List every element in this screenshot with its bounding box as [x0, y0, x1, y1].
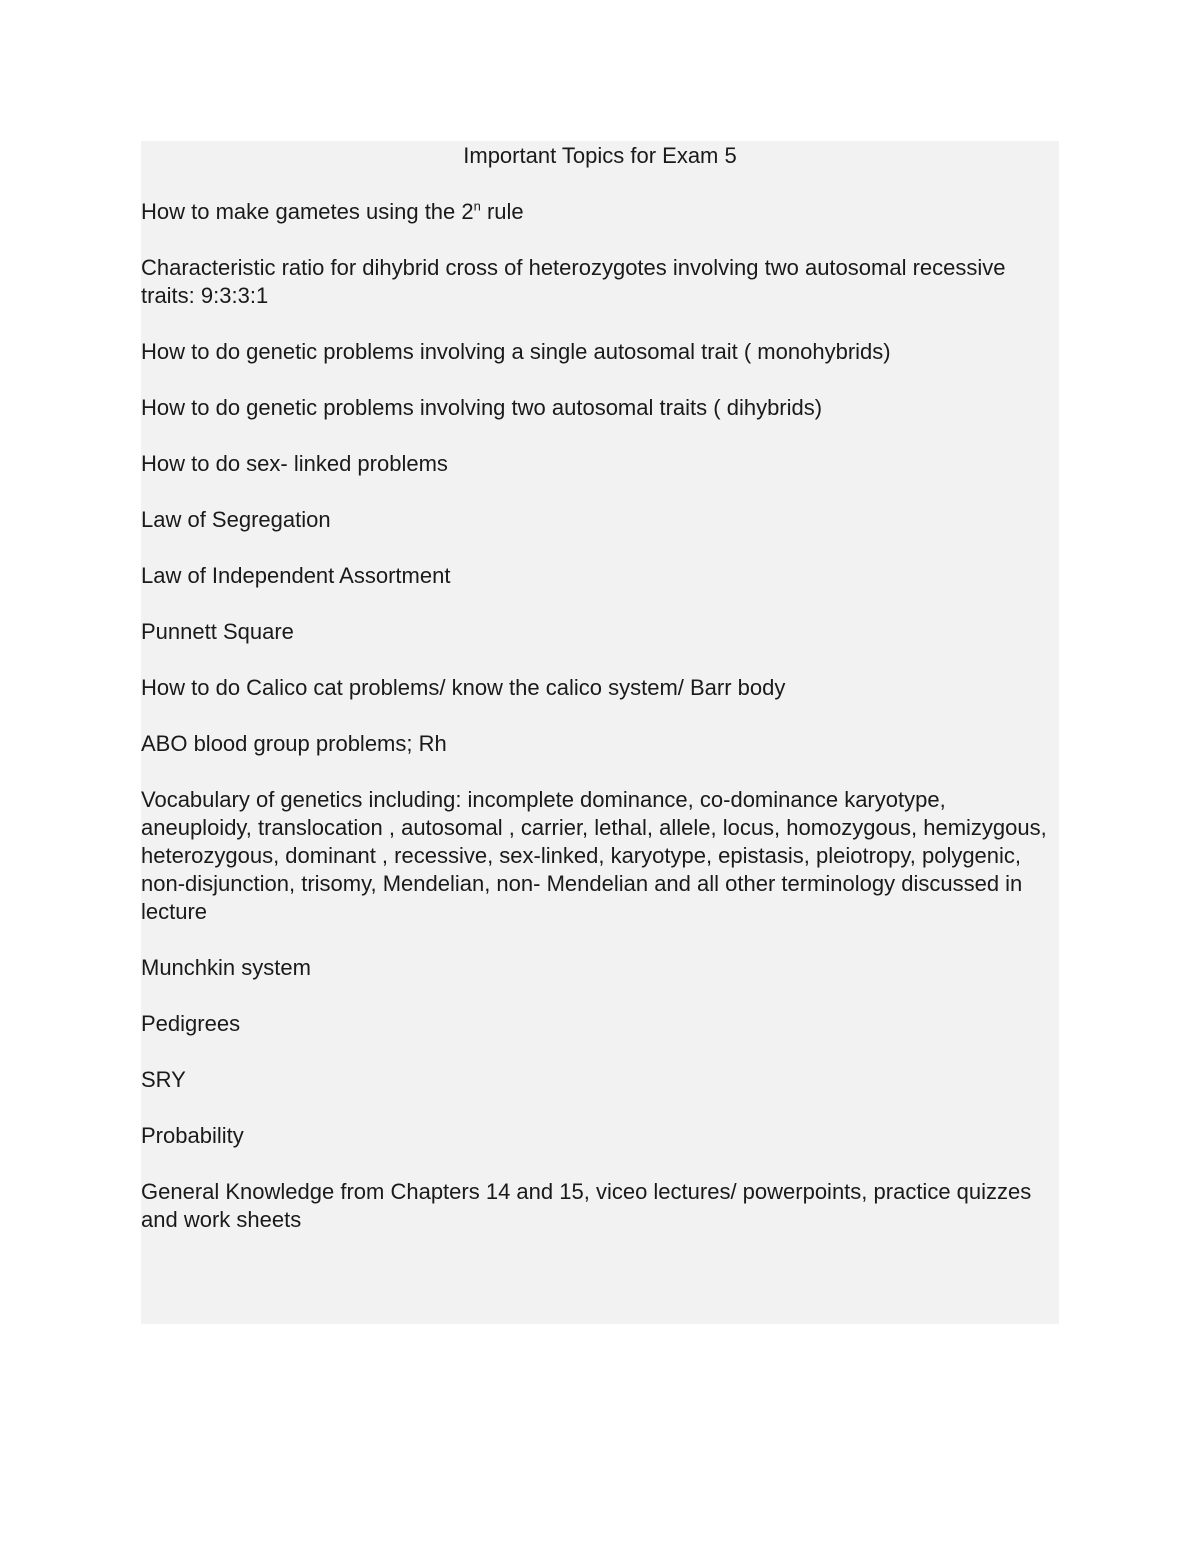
- topic-superscript: n: [473, 198, 481, 214]
- topic-text-after: rule: [480, 199, 524, 224]
- topic-item-pedigrees: Pedigrees: [141, 1011, 241, 1036]
- topic-item-punnett-square: Punnett Square: [141, 619, 294, 644]
- topic-item-sex-linked: How to do sex- linked problems: [141, 451, 448, 476]
- topic-item-monohybrids: How to do genetic problems involving a single autosomal trait ( monohybrids): [141, 339, 891, 364]
- topic-list: [141, 198, 1059, 1234]
- topic-item-sry: SRY: [141, 1067, 186, 1092]
- topic-item-gametes: [141, 198, 1059, 226]
- topic-item-dihybrid-ratio: Characteristic ratio for dihybrid cross of heterozygotes involving two autosomal recessive traits: 9:3:3:1: [141, 255, 1006, 308]
- topic-item-munchkin: Munchkin system: [141, 955, 311, 980]
- topic-text-before: How to make gametes using the 2: [141, 199, 474, 224]
- topic-item-abo-blood: ABO blood group problems; Rh: [141, 731, 447, 756]
- topic-item-calico-cat: How to do Calico cat problems/ know the calico system/ Barr body: [141, 675, 786, 700]
- document-content-box: [141, 141, 1059, 1324]
- document-title: Important Topics for Exam 5: [463, 143, 737, 168]
- topic-item-segregation: Law of Segregation: [141, 507, 331, 532]
- topic-item-vocabulary: Vocabulary of genetics including: incomplete dominance, co-dominance karyotype, aneuploidy, translocation , autosomal , carrier, lethal, allele, locus, homozygous, hemizygous, heterozygous, dominant , recessive, sex-linked, karyotype, epistasis, pleiotropy, polygenic, non-disjunction, trisomy, Mendelian, non- Mendelian and all other terminology discussed in lecture: [141, 787, 1047, 924]
- topic-item-probability: Probability: [141, 1123, 244, 1148]
- topic-item-independent-assortment: Law of Independent Assortment: [141, 563, 451, 588]
- topic-item-dihybrids: How to do genetic problems involving two autosomal traits ( dihybrids): [141, 395, 823, 420]
- topic-item-general-knowledge: General Knowledge from Chapters 14 and 15, viceo lectures/ powerpoints, practice quizzes and work sheets: [141, 1179, 1032, 1232]
